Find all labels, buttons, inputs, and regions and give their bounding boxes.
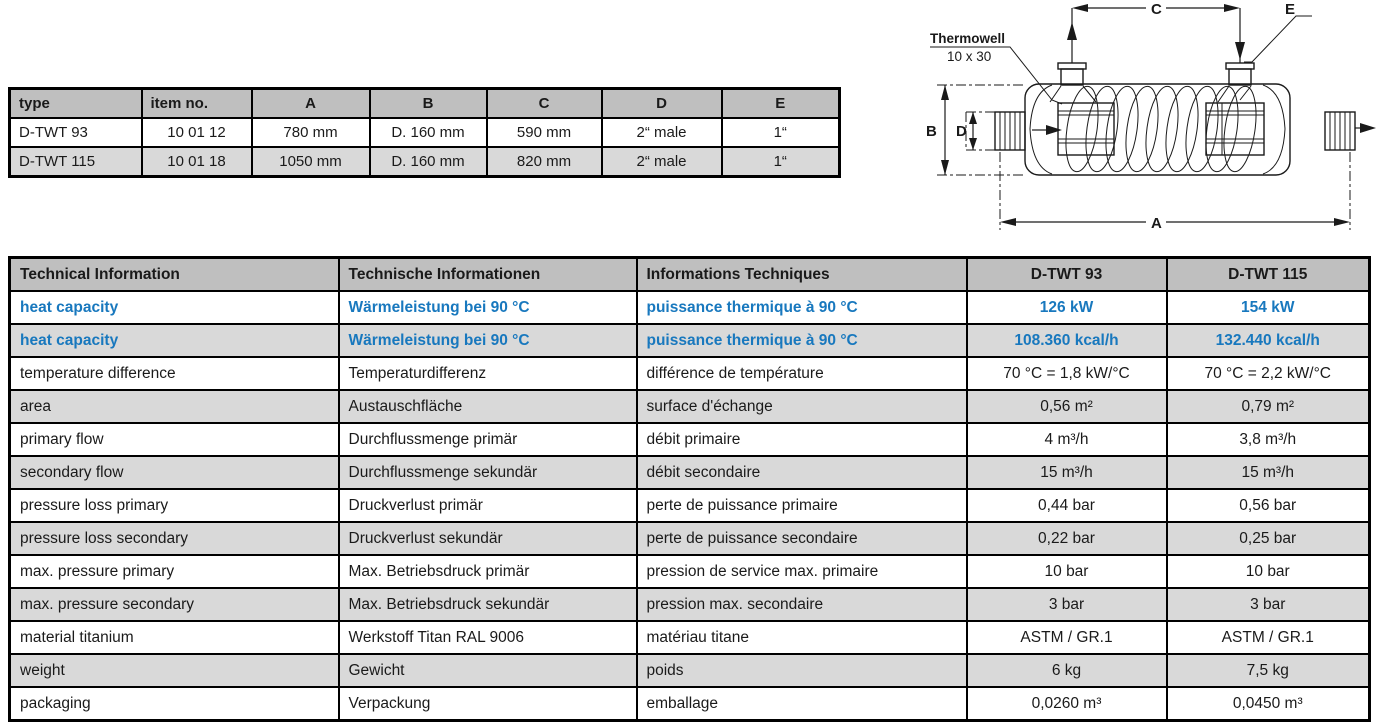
cell: Max. Betriebsdruck sekundär	[339, 588, 637, 621]
dim-a-label: A	[1151, 215, 1162, 232]
cell: 70 °C = 2,2 kW/°C	[1167, 357, 1370, 390]
cell: material titanium	[10, 621, 339, 654]
cell: 15 m³/h	[967, 456, 1167, 489]
cell: 15 m³/h	[1167, 456, 1370, 489]
right-connector-threads	[1330, 112, 1350, 150]
table-row	[10, 489, 1370, 522]
cell: area	[10, 390, 339, 423]
cell: poids	[637, 654, 967, 687]
cell: ASTM / GR.1	[967, 621, 1167, 654]
cell: primary flow	[10, 423, 339, 456]
table-row	[10, 324, 1370, 357]
cell: 10 01 12	[142, 118, 252, 147]
cell: Wärmeleistung bei 90 °C	[339, 324, 637, 357]
heat-exchanger-drawing	[900, 0, 1376, 245]
thermowell-label: Thermowell	[930, 31, 1006, 46]
left-connector-phantom	[966, 112, 995, 150]
dim-c-left-arrow	[1072, 4, 1088, 12]
cell: débit primaire	[637, 423, 967, 456]
dim-e-label: E	[1285, 1, 1296, 18]
body-right-inner-contour	[1263, 85, 1285, 174]
col-header-d: D	[602, 89, 722, 119]
up-arrow-icon	[1067, 22, 1077, 40]
table-row	[10, 390, 1370, 423]
table-row	[10, 118, 840, 147]
cell: 820 mm	[487, 147, 602, 177]
cell: D. 160 mm	[370, 147, 487, 177]
cell: temperature difference	[10, 357, 339, 390]
cell: Austauschfläche	[339, 390, 637, 423]
dim-a-left-arrow	[1000, 218, 1016, 226]
cell: 1“	[722, 118, 840, 147]
top-left-port	[1061, 69, 1083, 85]
dimension-table-header-row	[10, 89, 840, 119]
cell: 2“ male	[602, 147, 722, 177]
cell: 3 bar	[967, 588, 1167, 621]
top-right-port-flange	[1226, 63, 1254, 69]
cell: pression max. secondaire	[637, 588, 967, 621]
cell: 126 kW	[967, 291, 1167, 324]
dim-d-bottom-arrow	[969, 138, 977, 150]
cell: ASTM / GR.1	[1167, 621, 1370, 654]
cell: Werkstoff Titan RAL 9006	[339, 621, 637, 654]
col-header-type: type	[10, 89, 142, 119]
heat-exchanger-diagram	[900, 0, 1376, 245]
cell: weight	[10, 654, 339, 687]
dim-b-bottom-arrow	[941, 160, 949, 175]
cell: Temperaturdifferenz	[339, 357, 637, 390]
dim-b-top-arrow	[941, 85, 949, 100]
cell: 10 bar	[1167, 555, 1370, 588]
table-row	[10, 555, 1370, 588]
col-header-en: Technical Information	[10, 258, 339, 292]
dim-e-leader-line	[1244, 16, 1312, 62]
cell: Wärmeleistung bei 90 °C	[339, 291, 637, 324]
table-row	[10, 654, 1370, 687]
cell: matériau titane	[637, 621, 967, 654]
col-header-dtwt93: D-TWT 93	[967, 258, 1167, 292]
dim-a-extension-lines	[1000, 152, 1350, 230]
col-header-e: E	[722, 89, 840, 119]
cell: Max. Betriebsdruck primär	[339, 555, 637, 588]
left-connector-threads	[1000, 112, 1020, 150]
outlet-arrow-icon	[1360, 123, 1376, 133]
table-row	[10, 687, 1370, 721]
cell: 70 °C = 1,8 kW/°C	[967, 357, 1167, 390]
col-header-c: C	[487, 89, 602, 119]
col-header-dtwt115: D-TWT 115	[1167, 258, 1370, 292]
cell: 4 m³/h	[967, 423, 1167, 456]
cell: emballage	[637, 687, 967, 721]
table-row	[10, 621, 1370, 654]
cell: heat capacity	[10, 291, 339, 324]
technical-information-table	[8, 256, 1371, 722]
cell: 1050 mm	[252, 147, 370, 177]
cell: 590 mm	[487, 118, 602, 147]
cell: max. pressure secondary	[10, 588, 339, 621]
cell: Druckverlust primär	[339, 489, 637, 522]
cell: différence de température	[637, 357, 967, 390]
dim-d-top-arrow	[969, 112, 977, 124]
cell: max. pressure primary	[10, 555, 339, 588]
thermowell-size-label: 10 x 30	[947, 49, 992, 64]
col-header-b: B	[370, 89, 487, 119]
col-header-item-no: item no.	[142, 89, 252, 119]
cell: 0,25 bar	[1167, 522, 1370, 555]
cell: Gewicht	[339, 654, 637, 687]
cell: débit secondaire	[637, 456, 967, 489]
col-header-fr: Informations Techniques	[637, 258, 967, 292]
table-row	[10, 588, 1370, 621]
cell: packaging	[10, 687, 339, 721]
port-funnel-lines	[1050, 86, 1251, 102]
dim-c-label: C	[1151, 1, 1162, 18]
cell: 10 bar	[967, 555, 1167, 588]
cell: Durchflussmenge sekundär	[339, 456, 637, 489]
table-row	[10, 423, 1370, 456]
cell: 1“	[722, 147, 840, 177]
cell: 132.440 kcal/h	[1167, 324, 1370, 357]
technical-table-header-row	[10, 258, 1370, 292]
cell: 10 01 18	[142, 147, 252, 177]
cell: 154 kW	[1167, 291, 1370, 324]
cell: 108.360 kcal/h	[967, 324, 1167, 357]
cell: 0,0450 m³	[1167, 687, 1370, 721]
dim-c-right-arrow	[1224, 4, 1240, 12]
cell: 3,8 m³/h	[1167, 423, 1370, 456]
cell: 0,56 bar	[1167, 489, 1370, 522]
titanium-coil	[1061, 84, 1261, 173]
cell: pressure loss primary	[10, 489, 339, 522]
cell: D-TWT 93	[10, 118, 142, 147]
dim-b-label: B	[926, 123, 937, 140]
cell: 0,22 bar	[967, 522, 1167, 555]
cell: 7,5 kg	[1167, 654, 1370, 687]
cell: surface d'échange	[637, 390, 967, 423]
cell: 0,0260 m³	[967, 687, 1167, 721]
table-row	[10, 357, 1370, 390]
cell: Druckverlust sekundär	[339, 522, 637, 555]
cell: D-TWT 115	[10, 147, 142, 177]
cell: puissance thermique à 90 °C	[637, 324, 967, 357]
cell: 0,56 m²	[967, 390, 1167, 423]
cell: pression de service max. primaire	[637, 555, 967, 588]
cell: perte de puissance secondaire	[637, 522, 967, 555]
dim-a-right-arrow	[1334, 218, 1350, 226]
top-left-port-flange	[1058, 63, 1086, 69]
cell: D. 160 mm	[370, 118, 487, 147]
inlet-arrow-icon	[1046, 125, 1062, 135]
cell: secondary flow	[10, 456, 339, 489]
col-header-a: A	[252, 89, 370, 119]
cell: pressure loss secondary	[10, 522, 339, 555]
cell: 2“ male	[602, 118, 722, 147]
cell: 6 kg	[967, 654, 1167, 687]
top-right-port	[1229, 69, 1251, 85]
cell: 0,44 bar	[967, 489, 1167, 522]
dim-b-extension-lines	[937, 85, 1025, 175]
cell: 780 mm	[252, 118, 370, 147]
table-row	[10, 147, 840, 177]
cell: Verpackung	[339, 687, 637, 721]
col-header-de: Technische Informationen	[339, 258, 637, 292]
cell: 0,79 m²	[1167, 390, 1370, 423]
cell: 3 bar	[1167, 588, 1370, 621]
down-arrow-icon	[1235, 42, 1245, 60]
dim-d-label: D	[956, 123, 967, 140]
cell: Durchflussmenge primär	[339, 423, 637, 456]
dimension-table	[8, 87, 841, 178]
cell: puissance thermique à 90 °C	[637, 291, 967, 324]
table-row	[10, 522, 1370, 555]
cell: perte de puissance primaire	[637, 489, 967, 522]
table-row	[10, 456, 1370, 489]
cell: heat capacity	[10, 324, 339, 357]
table-row	[10, 291, 1370, 324]
